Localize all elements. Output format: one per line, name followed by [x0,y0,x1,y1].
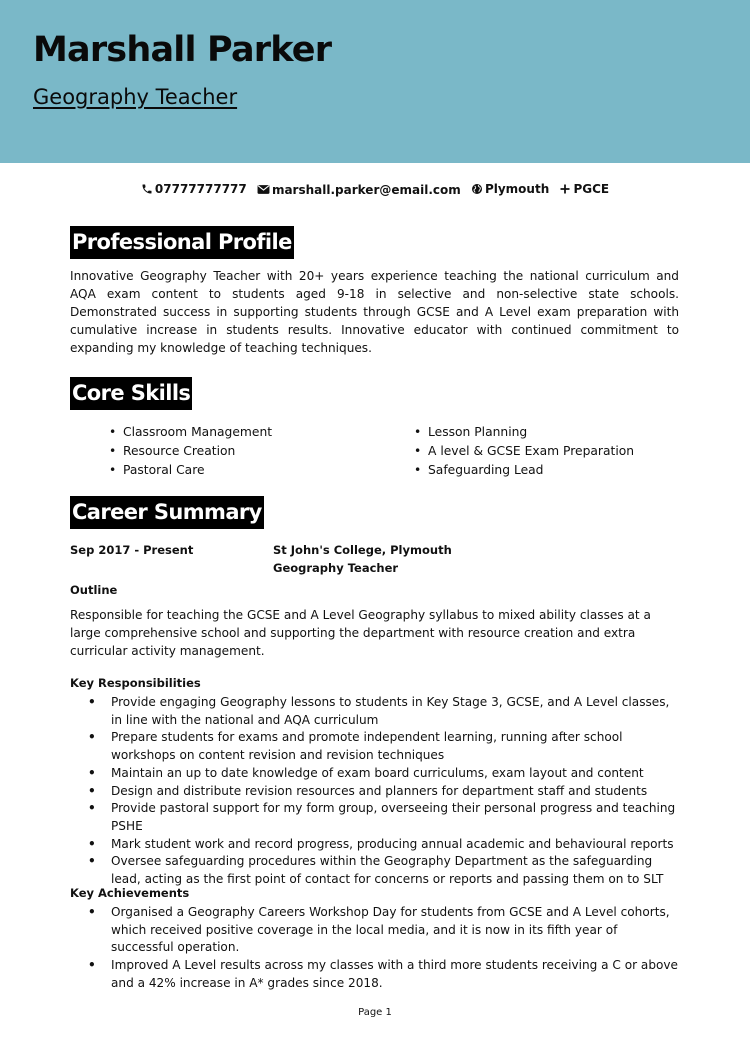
contact-bar [0,182,750,198]
responsibilities-list [70,694,682,889]
achievements-label: Key Achievements [70,886,190,900]
contact-phone[interactable] [141,182,247,196]
qualification-text: PGCE [573,182,610,196]
list-item: • Design and distribute revision resources and planners for department staff and students [70,783,682,801]
contact-email[interactable] [257,183,461,197]
page-number: Page 1 [358,1007,392,1018]
skills-section-title: Core Skills [70,377,192,410]
job-title: Geography Teacher [273,561,399,575]
career-section-title: Career Summary [70,496,264,529]
plus-icon [559,183,571,195]
list-item: • Oversee safeguarding procedures within the Geography Department as the safeguarding lead, acting as the first point of contact for concerns or reports and passing them on to SLT [70,853,682,888]
list-item: • Mark student work and record progress, producing annual academic and behavioural reports [70,836,682,854]
skills-list-left [109,423,272,480]
list-item: • Provide engaging Geography lessons to students in Key Stage 3, GCSE, and A Level classes, in line with the national and AQA curriculum [70,694,682,729]
skill-item: • Safeguarding Lead [414,461,634,480]
profile-text: Innovative Geography Teacher with 20+ years experience teaching the national curriculum and AQA exam content to students aged 9-18 in selective and non-selective state schools. Demonstrated success in supporting students through GCSE and A Level exam preparation with cumulative increase in students results. Innovative educator with continued commitment to expanding my knowledge of teaching techniques. [70,269,679,355]
skill-item: • A level & GCSE Exam Preparation [414,442,634,461]
outline-label: Outline [70,583,118,597]
location-text: Plymouth [484,182,550,196]
profile-section-title: Professional Profile [70,226,294,259]
job-dates: Sep 2017 - Present [70,543,194,557]
list-item: • Maintain an up to date knowledge of exam board curriculums, exam layout and content [70,765,682,783]
contact-qualification [559,182,609,196]
list-item: • Provide pastoral support for my form group, overseeing their personal progress and teaching PSHE [70,800,682,835]
skill-item: • Resource Creation [109,442,272,461]
contact-location [471,182,549,196]
candidate-role: Geography Teacher [33,85,238,109]
list-item: • Prepare students for exams and promote independent learning, running after school workshops on content revision and revision techniques [70,729,682,764]
outline-text: Responsible for teaching the GCSE and A Level Geography syllabus to mixed ability classes at a large comprehensive school and supporting the department with resource creation and extra curricular activity management. [70,608,651,658]
job-employer: St John's College, Plymouth [273,543,452,557]
skills-list-right [414,423,634,480]
candidate-name: Marshall Parker [33,30,332,70]
phone-number: 07777777777 [154,182,247,196]
header-banner [0,0,750,163]
list-item: • Improved A Level results across my classes with a third more students receiving a C or above and a 42% increase in A* grades since 2018. [70,957,682,992]
skill-item: • Pastoral Care [109,461,272,480]
list-item: • Organised a Geography Careers Workshop Day for students from GCSE and A Level cohorts, which received positive coverage in the local media, and it is now in its fifth year of successful operation. [70,904,682,957]
achievements-list [70,904,682,993]
responsibilities-label: Key Responsibilities [70,676,201,690]
skill-item: • Lesson Planning [414,423,634,442]
globe-icon [471,183,483,195]
email-address: marshall.parker@email.com [271,182,461,197]
skill-item: • Classroom Management [109,423,272,442]
phone-icon [141,183,153,195]
envelope-icon [257,184,270,195]
